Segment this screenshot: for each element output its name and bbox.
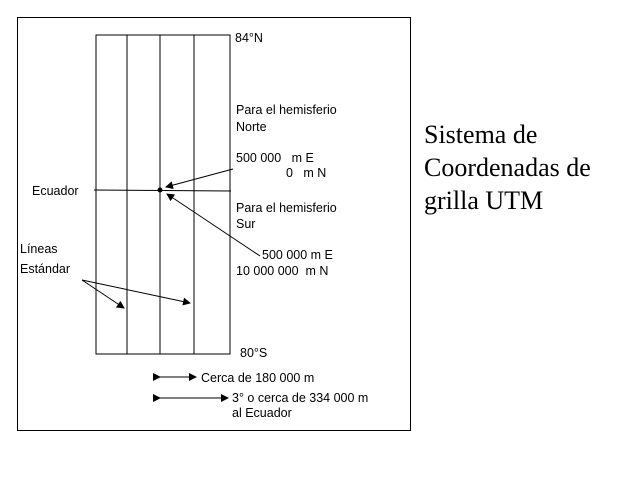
utm-zone-outline [96,35,230,354]
standard-lines-label-line2: Estándar [20,262,71,276]
zone-width-label-line2: al Ecuador [232,406,292,420]
north-latitude-label: 84°N [235,31,263,45]
south-hemisphere-label-line2: Sur [236,217,256,231]
equator-line [94,190,231,191]
standard-lines-label-line1: Líneas [20,242,58,256]
standard-line-arrow-east [82,280,190,303]
equator-label: Ecuador [32,184,79,198]
diagram-title [424,118,636,217]
title-line-3: grilla UTM [424,186,544,215]
south-hemisphere-label-line1: Para el hemisferio [236,201,337,215]
north-origin-arrow [166,169,233,187]
south-latitude-label: 80°S [240,346,268,360]
title-line-1: Sistema de [424,120,538,149]
title-line-2: Coordenadas de [424,153,591,182]
north-easting-value: 500 000 m E [236,151,314,165]
south-easting-value: 500 000 m E [262,248,333,262]
false-origin-dot [158,188,163,193]
north-hemisphere-label-line1: Para el hemisferio [236,103,337,117]
near-distance-label: Cerca de 180 000 m [201,371,315,385]
zone-width-label-line1: 3° o cerca de 334 000 m [232,391,369,405]
north-hemisphere-label-line2: Norte [236,120,267,134]
north-northing-value: 0 m N [286,166,327,180]
south-northing-value: 10 000 000 m N [236,264,329,278]
